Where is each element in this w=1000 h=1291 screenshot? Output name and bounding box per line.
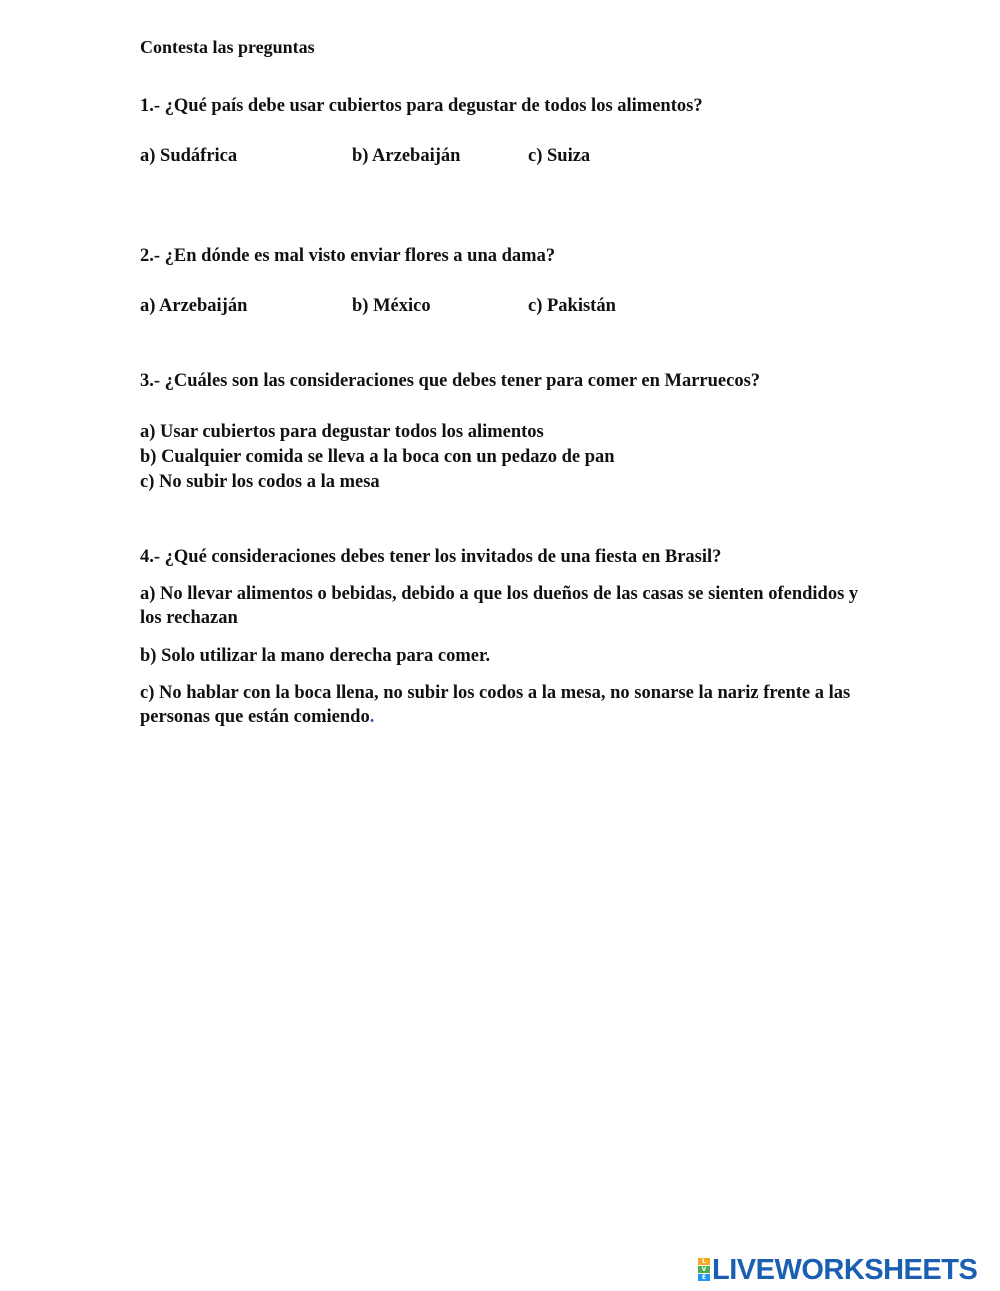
instructions: Contesta las preguntas [140, 37, 315, 57]
q1-option-a[interactable]: a) Sudáfrica [140, 146, 238, 166]
question-1: 1.- ¿Qué país debe usar cubiertos para degustar de todos los alimentos? [140, 96, 703, 116]
q1-option-c[interactable]: c) Suiza [528, 146, 591, 166]
q4-option-b[interactable]: b) Solo utilizar la mano derecha para comer. [140, 646, 491, 666]
liveworksheets-logo [698, 1255, 977, 1285]
q4-option-a[interactable]: a) No llevar alimentos o bebidas, debido a que los dueños de las casas se sienten ofendidos y los rechazan [140, 584, 859, 628]
live-icon [698, 1258, 710, 1282]
question-1-options [140, 145, 840, 169]
q2-option-c[interactable]: c) Pakistán [528, 296, 616, 316]
q3-option-b[interactable]: b) Cualquier comida se lleva a la boca con un pedazo de pan [140, 447, 615, 467]
logo-letter-l: L [698, 1258, 710, 1265]
brand-name: LIVEWORKSHEETS [712, 1254, 978, 1286]
logo-letter-v: V [698, 1266, 710, 1273]
q2-option-a[interactable]: a) Arzebaiján [140, 296, 248, 316]
q2-option-b[interactable]: b) México [352, 296, 431, 316]
logo-letter-e: E [698, 1274, 710, 1281]
trailing-period: . [369, 707, 375, 727]
question-2: 2.- ¿En dónde es mal visto enviar flores a una dama? [140, 246, 556, 266]
q4-option-c[interactable] [140, 681, 860, 729]
question-2-options [140, 295, 840, 319]
q3-option-c[interactable]: c) No subir los codos a la mesa [140, 472, 380, 492]
question-3: 3.- ¿Cuáles son las consideraciones que debes tener para comer en Marruecos? [140, 371, 761, 391]
q4-option-c-text: c) No hablar con la boca llena, no subir los codos a la mesa, no sonarse la nariz frente a las personas que están comiendo [140, 683, 851, 727]
question-4: 4.- ¿Qué consideraciones debes tener los invitados de una fiesta en Brasil? [140, 547, 722, 567]
q3-option-a[interactable]: a) Usar cubiertos para degustar todos los alimentos [140, 422, 544, 442]
q1-option-b[interactable]: b) Arzebaiján [352, 146, 461, 166]
